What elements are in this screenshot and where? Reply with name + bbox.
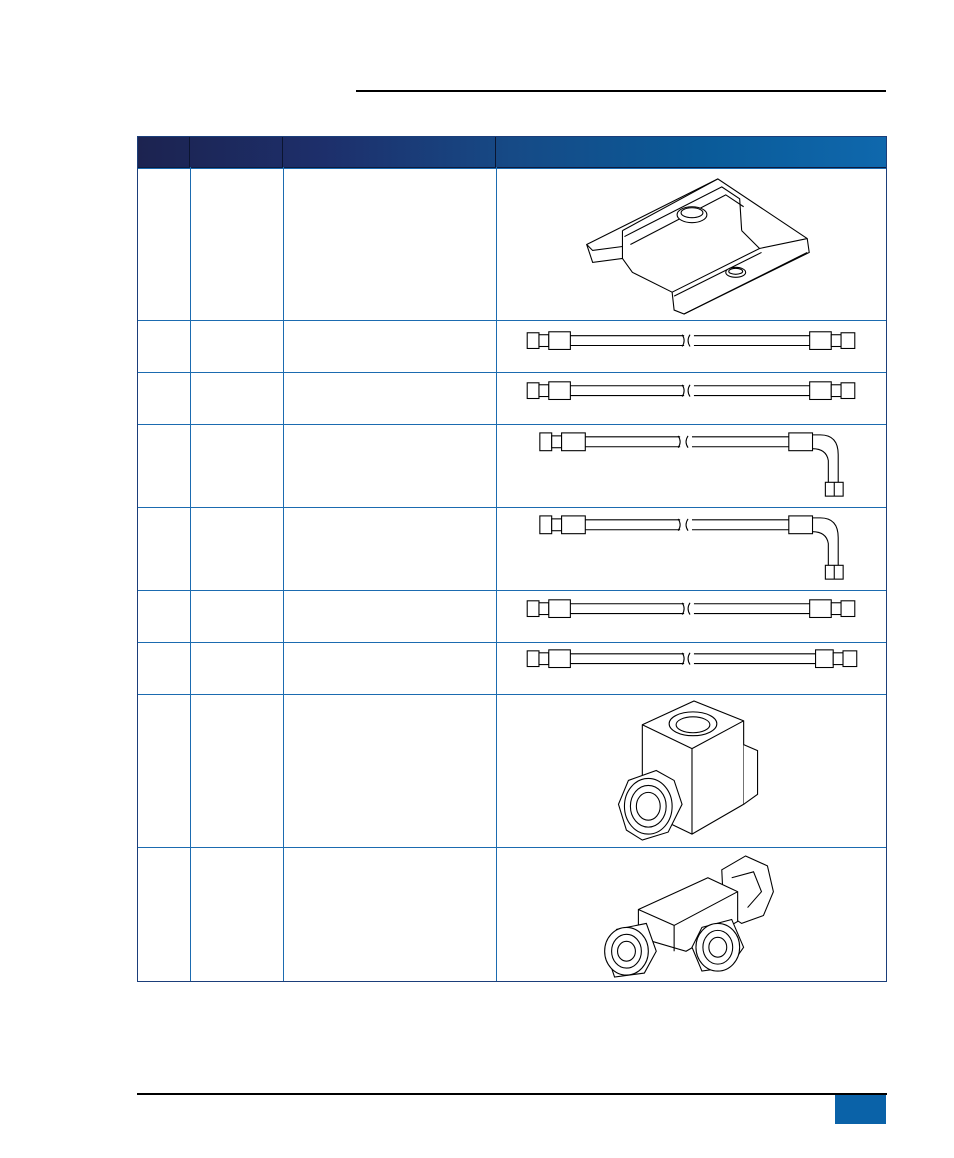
column-header-item: [138, 137, 190, 167]
page-number-tab: [835, 1095, 886, 1124]
table-row: [138, 372, 886, 424]
column-header-description: [283, 137, 496, 167]
table-row: [138, 320, 886, 372]
table-row: [138, 168, 886, 320]
tee-fitting-icon: [496, 848, 886, 982]
straight-hose-assembly-icon: [496, 643, 886, 694]
column-header-part-number: [190, 137, 283, 167]
table-row: [138, 642, 886, 694]
column-header-image: [496, 137, 886, 167]
header-rule: [356, 90, 886, 92]
elbow-hose-assembly-icon: [496, 425, 886, 507]
table-row: [138, 424, 886, 507]
straight-hose-assembly-icon: [496, 321, 886, 372]
elbow-hose-assembly-icon: [496, 508, 886, 590]
table-row: [138, 590, 886, 642]
straight-hose-assembly-icon: [496, 373, 886, 424]
mounting-bracket-icon: [496, 169, 886, 320]
footer-rule: [137, 1093, 887, 1095]
table-header: [138, 137, 886, 169]
straight-hose-assembly-icon: [496, 591, 886, 642]
parts-table: [137, 136, 887, 982]
table-row: [138, 847, 886, 982]
elbow-fitting-icon: [496, 695, 886, 847]
table-row: [138, 507, 886, 590]
table-row: [138, 694, 886, 847]
